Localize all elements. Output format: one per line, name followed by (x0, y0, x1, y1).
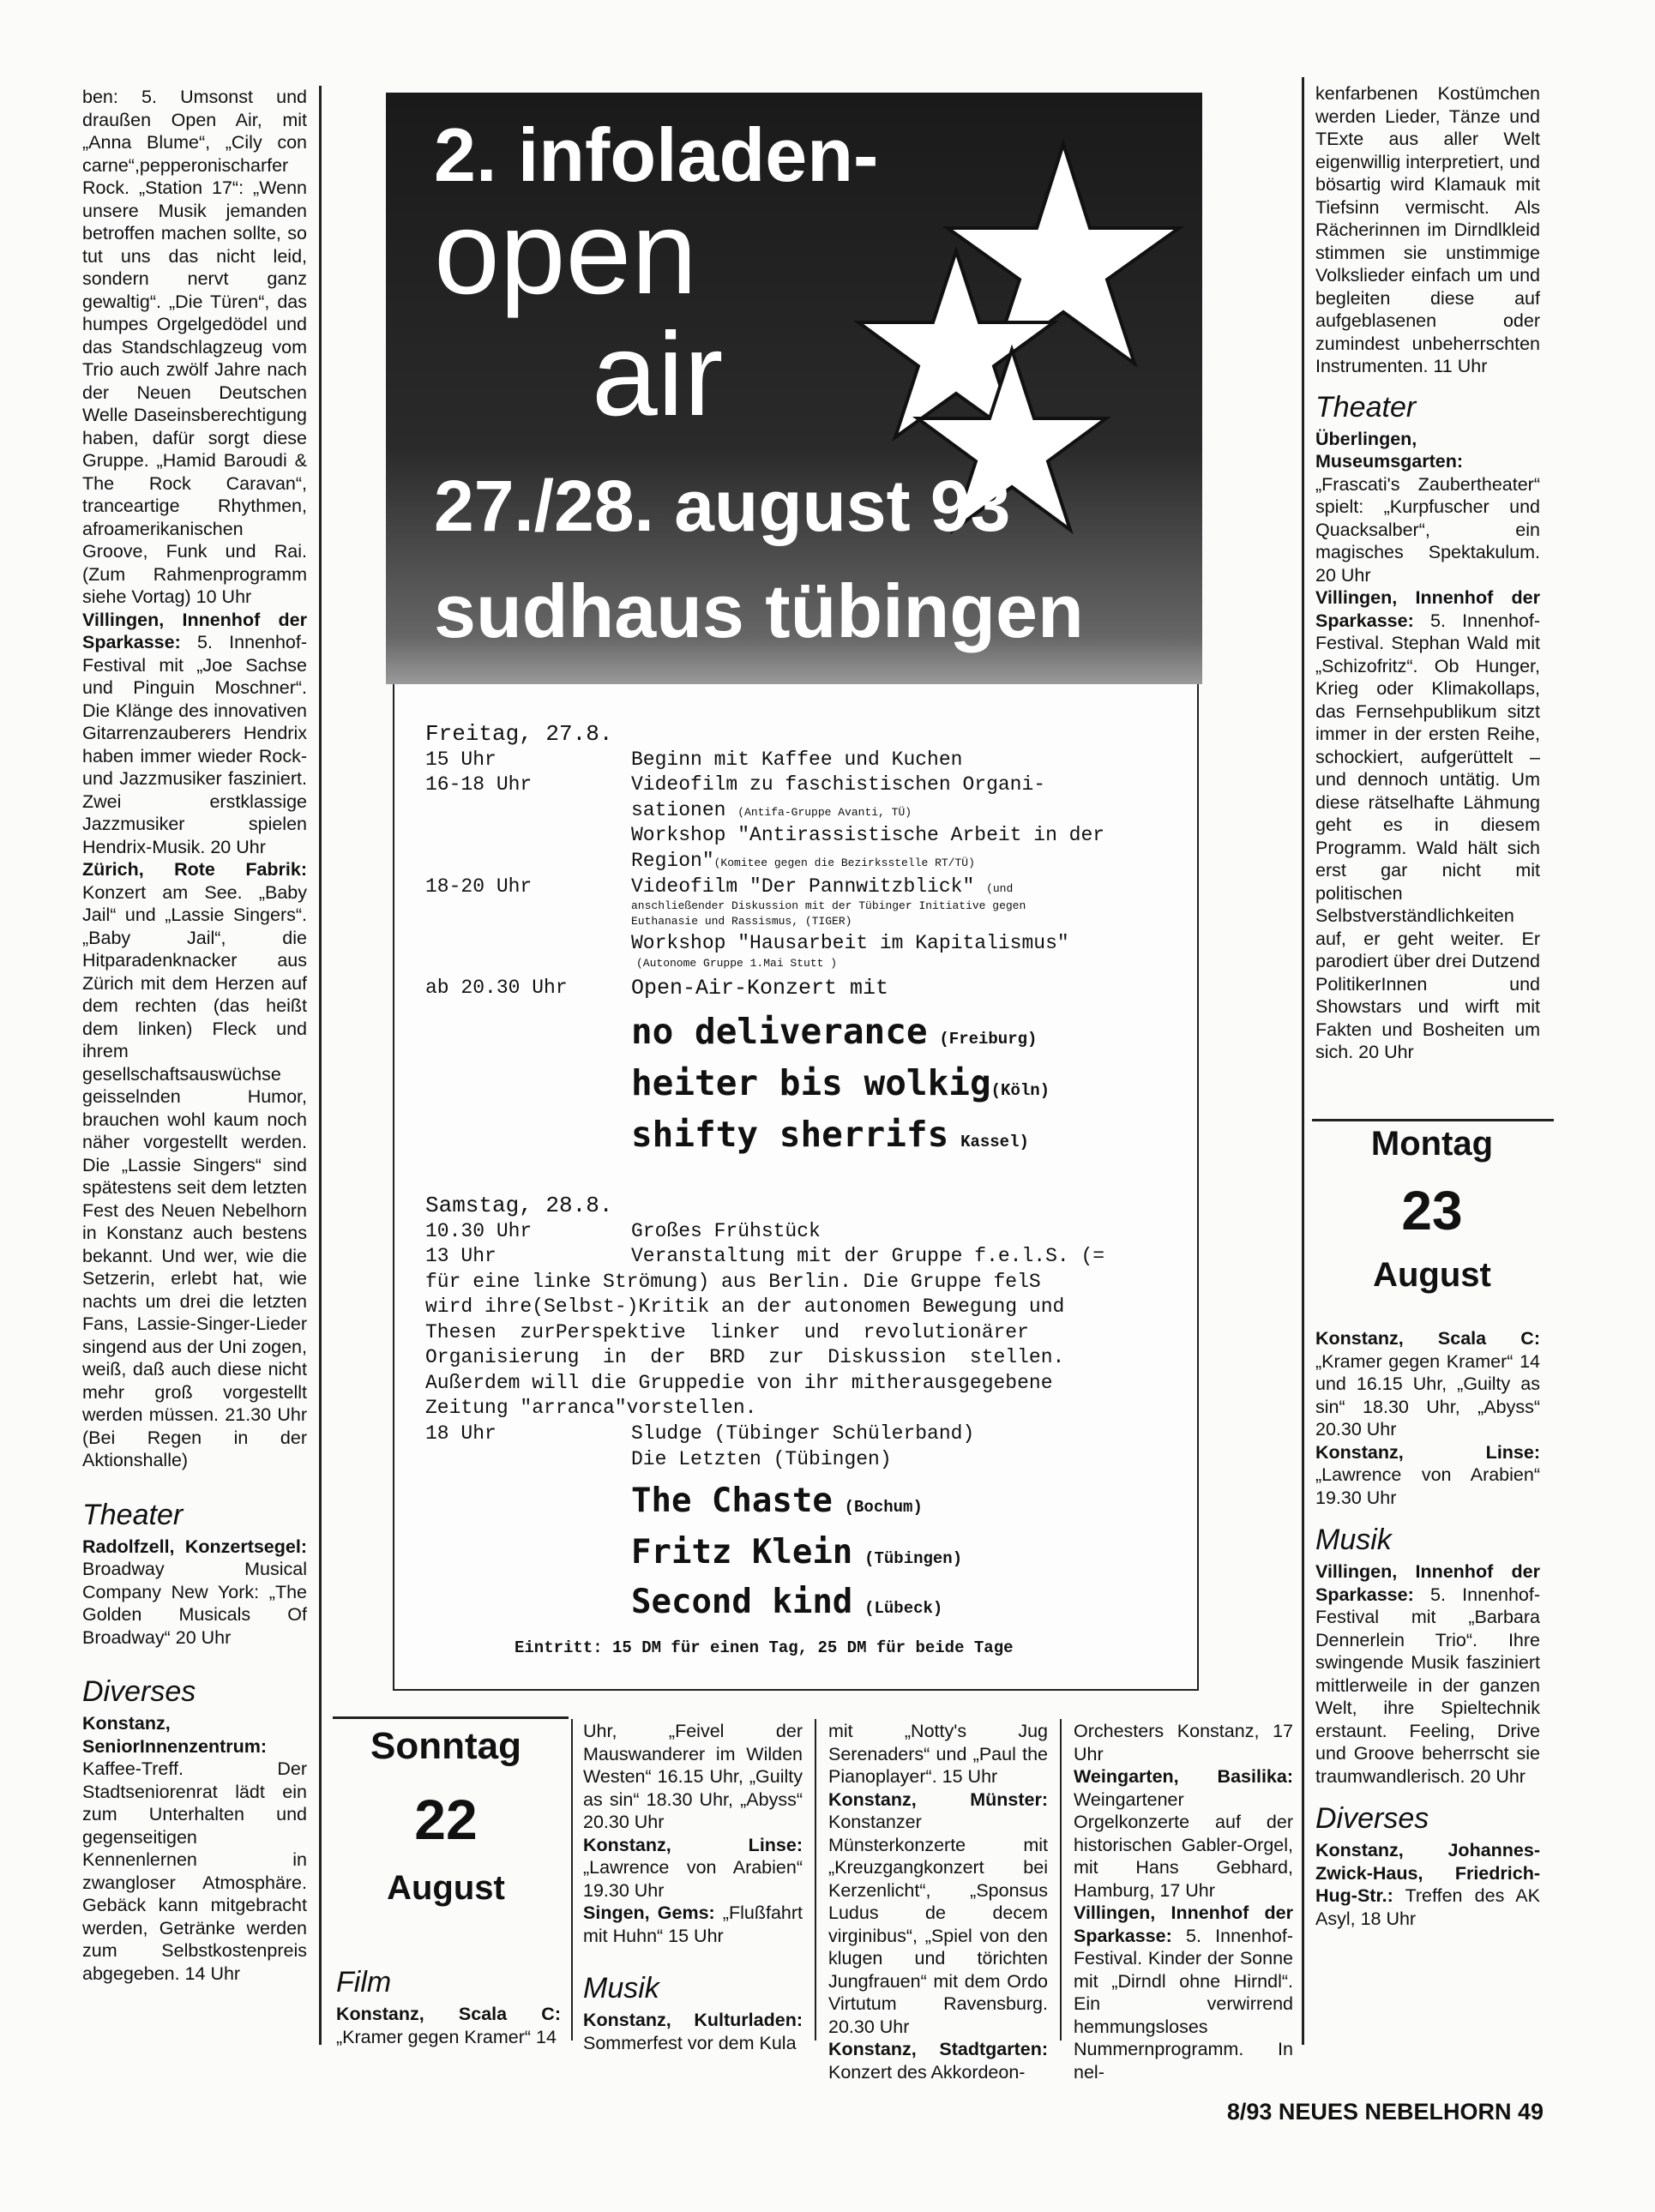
sat-text-1: Großes Frühstück (631, 1220, 821, 1242)
right-para-3: Villingen, Innenhof der Sparkasse: 5. Innenhof-Festival. Stephan Wald mit „Schizofritz“. Ob Hunger, Krieg oder Klimakollaps, das Fernsehpublikum sitzt immer in der ersten Reihe, schockiert, aufgerüttelt – und dennoch untätig. Um diese rätselhafte Lähmung geht es in diesem Programm. Wald hält sich erst gar nicht mit politischen Selbstverständlichkeiten auf, er geht weiter. Er parodiert über drei Dutzend PolitikerInnen und Showstars und wirft mit Fakten und Bosheiten um sich. 20 Uhr (1315, 587, 1540, 1062)
bottom-col-1 (336, 1958, 561, 2048)
left-para-2: Villingen, Innenhof der Sparkasse: 5. Innenhof-Festival mit „Joe Sachse und Pinguin Moschner“. Die Klänge des innovativen Gitarrenzauberers Hendrix haben immer wieder Rock- und Jazzmusiker fasziniert. Zwei erstklassige Jazzmusiker spielen Hendrix-Musik. 20 Uhr (82, 609, 307, 857)
bottom-para-11: Villingen, Innenhof der Sparkasse: 5. Innenhof-Festival. Kinder der Sonne mit „Dirndl ohne Hirndl“. Ein verwirrend hemmungsloses Nummernprogramm. In nel- (1074, 1902, 1293, 2083)
bottom-divider-1 (571, 1719, 573, 2041)
left-column-divider (319, 86, 322, 2045)
bottom-para-10: Weingarten, Basilika: Weingartener Orgelkonzerte auf der historischen Gabler-Orgel, mit Hans Gebhard, Hamburg, 17 Uhr (1074, 1766, 1293, 1901)
bottom-date-number: 22 (414, 1788, 478, 1851)
bottom-divider-2 (815, 1719, 816, 2041)
band-no-deliverance: no deliverance (Freiburg) (631, 1011, 1038, 1052)
right-column-top (1315, 82, 1540, 1064)
fri-text-2: Videofilm zu faschistischen Organi- (631, 773, 1046, 796)
poster-dates: 27./28. august 93 (434, 466, 1011, 546)
bottom-para-2: Uhr, „Feivel der Mauswanderer im Wilden Westen“ 16.15 Uhr, „Guilty as sin“ 18.30 Uhr, „Abyss“ 20.30 Uhr (583, 1721, 803, 1832)
band-shifty-sherrifs: shifty sherrifs Kassel) (631, 1114, 1029, 1155)
bottom-col-3 (828, 1720, 1048, 2083)
band-heiter-bis-wolkig: heiter bis wolkig(Köln) (631, 1062, 1050, 1103)
date-day-label: Montag (1370, 1125, 1494, 1163)
fri-text-6: Videofilm "Der Pannwitzblick" (und (631, 875, 1014, 898)
sat-text-7: Außerdem will die Gruppedie von ihr mitherausgegebene (425, 1372, 1053, 1394)
film-heading: Film (336, 1966, 392, 1999)
bottom-para-3: Konstanz, Linse: „Lawrence von Arabien“ 19.30 Uhr (583, 1834, 803, 1901)
date-month-label: August (1373, 1256, 1491, 1294)
date-monday (1312, 1120, 1552, 1296)
bottom-para-7: Konstanz, Münster: Konstanzer Münsterkonzerte mit „Kreuzgangkonzert bei Kerzenlicht“, „Sponsus Ludus de decem virginibus“, „Spiel von den klugen und törichten Jungfrauen“ mit dem Ordo Virtutum Ravensburg. 20.30 Uhr (828, 1788, 1048, 2037)
date-number: 23 (1401, 1180, 1463, 1241)
right-diverses-heading: Diverses (1315, 1802, 1429, 1835)
left-para-1: ben: 5. Umsonst und draußen Open Air, mit „Anna Blume“, „Cily con carne“,pepperonischarfer Rock. „Station 17“: „Wenn unsere Musik jemanden betroffen machen sollte, so tut uns das nicht leid, sondern nervt ganz gewaltig“. „Die Türen“, das humpes Orgelgedödel und das Standschlagzeug vom Trio auch zwölf Jahre nach der Neuen Deutschen Welle Daseinsberechtigung haben, dafür sorgt diese Gruppe. „Hamid Baroudi & The Rock Caravan“, tranceartige Rhythmen, afroamerikanischen Groove, Funk und Rai. (Zum Rahmenprogramm siehe Vortag) 10 Uhr (82, 87, 307, 607)
left-diverses-heading: Diverses (82, 1675, 196, 1708)
sat-time-2: 13 Uhr (425, 1245, 496, 1267)
sat-text-5: Thesen zurPerspektive linker und revolutionärer (425, 1321, 1029, 1343)
sat-text-9: Sludge (Tübinger Schülerband) (631, 1422, 975, 1445)
right-column-divider (1302, 77, 1304, 2045)
poster-venue: sudhaus tübingen (434, 568, 1084, 653)
fri-text-11: Open-Air-Konzert mit (631, 976, 889, 1001)
sat-time-9: 18 Uhr (425, 1422, 496, 1445)
poster-program (393, 684, 1199, 1691)
right-column-bottom (1315, 1327, 1540, 1930)
saturday-title: Samstag, 28.8. (425, 1193, 613, 1218)
left-para-4: Radolfzell, Konzertsegel: Broadway Musical Company New York: „The Golden Musicals Of Broadway“ 20 Uhr (82, 1536, 307, 1648)
bottom-date-day: Sonntag (370, 1725, 521, 1767)
right-musik-heading: Musik (1315, 1524, 1392, 1556)
bottom-para-6: mit „Notty's Jug Serenaders“ und „Paul the Pianoplayer“. 15 Uhr (828, 1721, 1048, 1787)
bottom-date-month: August (387, 1869, 505, 1907)
bottom-para-1: Konstanz, Scala C: „Kramer gegen Kramer“ 14 (336, 2004, 561, 2047)
left-column (82, 86, 307, 1985)
left-para-3: Zürich, Rote Fabrik: Konzert am See. „Baby Jail“ und „Lassie Singers“. „Baby Jail“, die Hitparadenknacker aus Zürich mit dem Herzen auf dem rechten (das heißt dem linken) Fleck und ihrem gesellschaftsauswüchse geisselnden Humor, brauchen wohl kaum noch näher vorgestellt werden. Die „Lassie Singers“ sind spätestens seit dem letzten Fest des Neuen Nebelhorn in Konstanz auch bestens bekannt. Und wer, wie die Setzerin, erlebt hat, wie nachts um drei die letzten Fans, Lassie-Singer-Lieder singend aus der Uni zogen, weiß, daß auch diese nicht mehr groß vorgestellt werden müssen. 21.30 Uhr (Bei Regen in der Aktionshalle) (82, 859, 307, 1470)
sat-text-6: Organisierung in der BRD zur Diskussion stellen. (425, 1346, 1065, 1368)
date-sunday (333, 1718, 559, 1912)
right-para-5: Konstanz, Linse: „Lawrence von Arabien“ 19.30 Uhr (1315, 1441, 1540, 1508)
fri-text-5: Region"(Komitee gegen die Bezirksstelle RT/TÜ) (631, 850, 975, 872)
right-para-1: kenfarbenen Kostümchen werden Lieder, Tänze und TExte aus aller Welt eigenwillig interpretiert, und bösartig wird Klamauk mit Tiefsinn vermischt. Als Rächerinnen im Dirndlkleid stimmen sie unstimmige Volkslieder einfach um und begleiten diese auf aufgeblasenen oder zumindest unbeherrschten Instrumenten. 11 Uhr (1315, 83, 1540, 376)
poster-title-1: 2. infoladen- (434, 112, 879, 197)
bottom-col-4 (1074, 1720, 1293, 2083)
sat-text-2: Veranstaltung mit der Gruppe f.e.l.S. (= (631, 1245, 1105, 1267)
band-fritz-klein: Fritz Klein (Tübingen) (631, 1533, 963, 1572)
right-para-7: Konstanz, Johannes-Zwick-Haus, Friedrich-Hug-Str.: Treffen des AK Asyl, 18 Uhr (1315, 1840, 1540, 1929)
friday-title: Freitag, 27.8. (425, 721, 613, 747)
left-para-5: Konstanz, SeniorInnenzentrum: Kaffee-Treff. Der Stadtseniorenrat lädt ein zum Unterhalten und gegenseitigen Kennenlernen in zwangloser Atmosphäre. Gebäck kann mitgebracht werden, Getränke werden zum Selbstkostenpreis abgegeben. 14 Uhr (82, 1713, 307, 1984)
entry-fee: Eintritt: 15 DM für einen Tag, 25 DM für beide Tage (515, 1638, 1014, 1657)
fri-time-1: 15 Uhr (425, 748, 496, 771)
left-theater-heading: Theater (82, 1498, 184, 1531)
bottom-para-5: Konstanz, Kulturladen: Sommerfest vor dem Kula (583, 2010, 803, 2053)
fri-text-1: Beginn mit Kaffee und Kuchen (631, 748, 963, 771)
right-para-6: Villingen, Innenhof der Sparkasse: 5. Innenhof-Festival mit „Barbara Dennerlein Trio“. Ihre swingende Musik fasziniert mittlerweile in der ganzen Welt, ihre Spieltechnik erstaunt. Feeling, Drive und Groove beherrscht sie traumwandlerisch. 20 Uhr (1315, 1561, 1540, 1787)
bottom-para-8: Konstanz, Stadtgarten: Konzert des Akkordeon- (828, 2039, 1048, 2083)
sat-text-8: Zeitung "arranca"vorstellen. (425, 1397, 757, 1419)
sat-text-3: für eine linke Strömung) aus Berlin. Die Gruppe felS (425, 1271, 1041, 1293)
poster-title-2: open (434, 187, 697, 319)
bottom-divider-3 (1060, 1719, 1062, 2041)
band-the-chaste: The Chaste (Bochum) (631, 1482, 923, 1520)
fri-text-3: sationen (Antifa-Gruppe Avanti, TÜ) (631, 799, 912, 821)
fri-time-2: 16-18 Uhr (425, 773, 533, 796)
bottom-col-2 (583, 1720, 803, 2054)
fri-text-7: anschließender Diskussion mit der Tübinger Initiative gegen (631, 899, 1026, 912)
band-second-kind: Second kind (Lübeck) (631, 1583, 943, 1621)
poster-title-3: air (592, 309, 724, 441)
fri-text-4: Workshop "Antirassistische Arbeit in der (631, 824, 1105, 846)
sat-text-4: wird ihre(Selbst-)Kritik an der autonomen Bewegung und (425, 1295, 1065, 1318)
poster-header (386, 93, 1202, 684)
page-footer: 8/93 NEUES NEBELHORN 49 (1226, 2099, 1544, 2125)
bottom-para-4: Singen, Gems: „Flußfahrt mit Huhn“ 15 Uhr (583, 1902, 803, 1946)
sat-text-10: Die Letzten (Tübingen) (631, 1448, 892, 1470)
fri-text-9: Workshop "Hausarbeit im Kapitalismus" (631, 932, 1069, 954)
right-theater-heading: Theater (1315, 390, 1417, 424)
fri-text-8: Euthanasie und Rassismus, (TIGER) (631, 915, 852, 928)
fri-text-10: (Autonome Gruppe 1.Mai Stutt ) (636, 957, 838, 970)
right-para-4: Konstanz, Scala C: „Kramer gegen Kramer“ 14 und 16.15 Uhr, „Guilty as sin“ 18.30 Uhr, „Abyss“ 20.30 Uhr (1315, 1328, 1540, 1440)
right-para-2: Überlingen, Museumsgarten: „Frascati's Zaubertheater“ spielt: „Kurpfuscher und Quacksalber“, ein magisches Spektakulum. 20 Uhr (1315, 428, 1540, 586)
bottom-para-9: Orchesters Konstanz, 17 Uhr (1074, 1721, 1293, 1764)
musik-heading: Musik (583, 1972, 659, 2005)
sat-time-1: 10.30 Uhr (425, 1220, 533, 1242)
fri-time-11: ab 20.30 Uhr (425, 977, 568, 999)
fri-time-6: 18-20 Uhr (425, 875, 533, 898)
